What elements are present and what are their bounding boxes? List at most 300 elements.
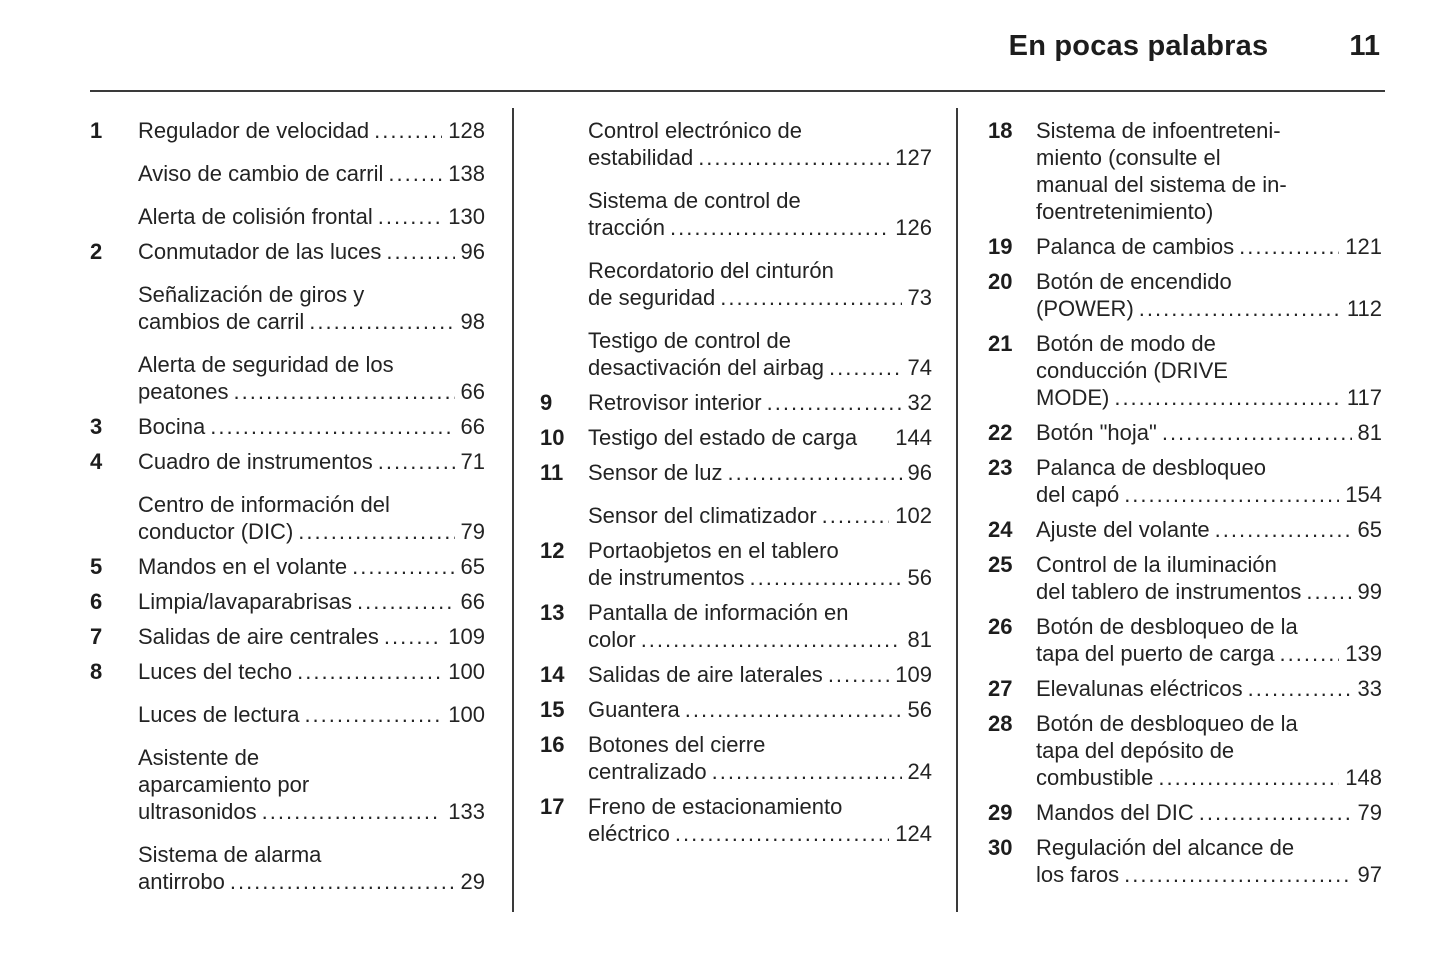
toc-entry (988, 419, 1382, 446)
item-number: 16 (540, 732, 565, 757)
toc-entry (540, 696, 932, 723)
toc-entry (540, 389, 932, 416)
toc-entry (90, 448, 485, 475)
entry-text: Control de la iluminación (1036, 552, 1277, 577)
entry-page-number: 74 (907, 355, 932, 380)
toc-entry (540, 327, 932, 381)
entry-text: Centro de información del (138, 492, 390, 517)
entry-page-number: 24 (907, 759, 932, 784)
toc-column-2 (540, 117, 932, 895)
toc-entry (90, 701, 485, 728)
entry-last-line (588, 424, 932, 451)
dot-leader (297, 658, 442, 685)
item-number: 26 (988, 614, 1013, 639)
entry-text: de seguridad (588, 285, 716, 310)
entry-page-number: 124 (895, 821, 932, 846)
item-number: 25 (988, 552, 1013, 577)
toc-entry (988, 117, 1382, 225)
entry-last-line (1036, 384, 1382, 411)
entry-page-number: 100 (448, 659, 485, 684)
entry-page-number: 98 (460, 309, 485, 334)
entry-text: conductor (DIC) (138, 519, 294, 544)
entry-body (138, 413, 485, 440)
entry-page-number: 96 (907, 460, 932, 485)
entry-body (588, 661, 932, 688)
entry-page-number: 33 (1357, 676, 1382, 701)
entry-page-number: 128 (448, 118, 485, 143)
dot-leader (822, 502, 890, 529)
entry-page-number: 79 (1357, 800, 1382, 825)
entry-text: Limpia/lavaparabrisas (138, 589, 352, 614)
entry-page-number: 109 (895, 662, 932, 687)
entry-text: Testigo de control de (588, 328, 792, 353)
entry-text: del tablero de instrumentos (1036, 579, 1302, 604)
dot-leader (712, 758, 902, 785)
entry-text: de instrumentos (588, 565, 745, 590)
entry-page-number: 65 (1357, 517, 1382, 542)
entry-last-line (588, 354, 932, 381)
entry-body (1036, 117, 1382, 225)
entry-body (588, 459, 932, 486)
toc-entry (988, 834, 1382, 888)
dot-leader (1199, 799, 1352, 826)
entry-last-line (138, 623, 485, 650)
item-number: 1 (90, 118, 103, 143)
entry-body (1036, 799, 1382, 826)
item-number: 18 (988, 118, 1013, 143)
dot-leader (386, 238, 454, 265)
entry-body (138, 238, 485, 265)
entry-body (588, 117, 932, 171)
toc-entry (90, 588, 485, 615)
toc-column-3 (988, 117, 1382, 895)
entry-text: Sensor del climatizador (588, 503, 817, 528)
entry-text: Regulador de velocidad (138, 118, 370, 143)
entry-text: desactivación del airbag (588, 355, 825, 380)
entry-text: Botón de desbloqueo de la (1036, 614, 1298, 639)
entry-page-number: 139 (1345, 641, 1382, 666)
entry-last-line (588, 459, 932, 486)
entry-page-number: 100 (448, 702, 485, 727)
toc-entry (90, 841, 485, 895)
dot-leader (750, 564, 902, 591)
entry-last-line (588, 284, 932, 311)
toc-entry (540, 537, 932, 591)
item-number: 19 (988, 234, 1013, 259)
entry-text: del capó (1036, 482, 1120, 507)
toc-content (0, 92, 1445, 895)
entry-page-number: 127 (895, 145, 932, 170)
dot-leader (374, 117, 442, 144)
entry-page-number: 144 (895, 425, 932, 450)
toc-entry (540, 459, 932, 486)
item-number (540, 502, 588, 529)
toc-entry (540, 424, 932, 451)
entry-page-number: 81 (1357, 420, 1382, 445)
entry-body (138, 351, 485, 405)
item-number (540, 257, 588, 311)
entry-last-line (1036, 640, 1382, 667)
item-number: 23 (988, 455, 1013, 480)
dot-leader (698, 144, 889, 171)
entry-text: Bocina (138, 414, 206, 439)
item-number: 29 (988, 800, 1013, 825)
entry-body (138, 203, 485, 230)
dot-leader (309, 308, 454, 335)
dot-leader (862, 424, 889, 451)
item-number: 11 (540, 460, 564, 485)
entry-text: eléctrico (588, 821, 670, 846)
item-number: 27 (988, 676, 1013, 701)
dot-leader (675, 820, 889, 847)
dot-leader (1239, 233, 1339, 260)
toc-entry (540, 187, 932, 241)
entry-last-line (588, 758, 932, 785)
entry-text: manual del sistema de in- (1036, 172, 1287, 197)
item-number: 5 (90, 554, 103, 579)
toc-entry (988, 233, 1382, 260)
entry-body (588, 187, 932, 241)
dot-leader (1139, 295, 1341, 322)
dot-leader (378, 448, 455, 475)
entry-body (1036, 516, 1382, 543)
entry-last-line (138, 117, 485, 144)
toc-entry (90, 238, 485, 265)
entry-last-line (588, 144, 932, 171)
dot-leader (230, 868, 455, 895)
toc-column-1 (90, 117, 485, 895)
entry-body (588, 731, 932, 785)
entry-body (588, 257, 932, 311)
dot-leader (641, 626, 902, 653)
entry-text: Botón de desbloqueo de la (1036, 711, 1298, 736)
entry-body (138, 701, 485, 728)
entry-text: ultrasonidos (138, 799, 257, 824)
toc-entry (988, 516, 1382, 543)
entry-last-line (138, 588, 485, 615)
entry-text: Palanca de cambios (1036, 234, 1235, 259)
entry-body (588, 502, 932, 529)
entry-text: cambios de carril (138, 309, 305, 334)
entry-last-line (138, 238, 485, 265)
entry-page-number: 81 (907, 627, 932, 652)
entry-page-number: 66 (460, 414, 485, 439)
entry-body (1036, 613, 1382, 667)
page-number: 11 (1349, 30, 1380, 62)
entry-page-number: 66 (460, 379, 485, 404)
entry-last-line (138, 160, 485, 187)
toc-entry (90, 203, 485, 230)
item-number: 9 (540, 390, 553, 415)
toc-entry (90, 413, 485, 440)
entry-text: centralizado (588, 759, 707, 784)
entry-text: Elevalunas eléctricos (1036, 676, 1243, 701)
entry-body (588, 793, 932, 847)
item-number (540, 327, 588, 381)
dot-leader (1162, 419, 1352, 446)
entry-last-line (588, 696, 932, 723)
entry-last-line (138, 413, 485, 440)
entry-last-line (588, 214, 932, 241)
item-number: 2 (90, 239, 103, 264)
entry-last-line (588, 626, 932, 653)
toc-entry (988, 710, 1382, 791)
item-number: 20 (988, 269, 1013, 294)
entry-text: Señalización de giros y (138, 282, 365, 307)
entry-last-line (588, 661, 932, 688)
entry-page-number: 56 (907, 697, 932, 722)
toc-entry (988, 551, 1382, 605)
entry-page-number: 133 (448, 799, 485, 824)
toc-entry (540, 257, 932, 311)
entry-last-line (1036, 295, 1382, 322)
entry-last-line (588, 820, 932, 847)
toc-entry (90, 351, 485, 405)
toc-entry (90, 160, 485, 187)
entry-text: Palanca de desbloqueo (1036, 455, 1266, 480)
entry-text: Aviso de cambio de carril (138, 161, 384, 186)
entry-page-number: 32 (907, 390, 932, 415)
entry-body (138, 117, 485, 144)
entry-page-number: 56 (907, 565, 932, 590)
dot-leader (1215, 516, 1352, 543)
entry-page-number: 66 (460, 589, 485, 614)
entry-body (1036, 551, 1382, 605)
entry-text: Botón "hoja" (1036, 420, 1157, 445)
entry-body (138, 281, 485, 335)
entry-body (1036, 330, 1382, 411)
entry-text: Sistema de infoentreteni- (1036, 118, 1281, 143)
entry-text: Mandos en el volante (138, 554, 348, 579)
dot-leader (352, 553, 454, 580)
entry-body (588, 327, 932, 381)
dot-leader (1306, 578, 1351, 605)
toc-entry (988, 268, 1382, 322)
entry-body (138, 553, 485, 580)
item-number: 17 (540, 794, 565, 819)
dot-leader (384, 623, 442, 650)
toc-entry (540, 731, 932, 785)
column-divider (956, 108, 958, 912)
entry-text: Control electrónico de (588, 118, 803, 143)
entry-last-line (1036, 516, 1382, 543)
entry-last-line (1036, 675, 1382, 702)
entry-page-number: 29 (460, 869, 485, 894)
entry-page-number: 154 (1345, 482, 1382, 507)
entry-body (138, 841, 485, 895)
toc-entry (90, 491, 485, 545)
entry-last-line (1036, 764, 1382, 791)
item-number: 28 (988, 711, 1013, 736)
entry-page-number: 148 (1345, 765, 1382, 790)
entry-page-number: 102 (895, 503, 932, 528)
entry-text: Sistema de alarma (138, 842, 322, 867)
entry-last-line (138, 701, 485, 728)
dot-leader (1248, 675, 1352, 702)
entry-body (588, 389, 932, 416)
item-number (90, 281, 138, 335)
entry-text: antirrobo (138, 869, 225, 894)
item-number: 6 (90, 589, 103, 614)
entry-text: Mandos del DIC (1036, 800, 1194, 825)
entry-last-line (138, 378, 485, 405)
item-number (540, 187, 588, 241)
toc-entry (90, 658, 485, 685)
item-number (90, 203, 138, 230)
entry-text: MODE) (1036, 385, 1110, 410)
dot-leader (357, 588, 455, 615)
entry-text: Luces del techo (138, 659, 293, 684)
dot-leader (1158, 764, 1339, 791)
dot-leader (1124, 481, 1339, 508)
entry-body (1036, 268, 1382, 322)
entry-text: miento (consulte el (1036, 145, 1221, 170)
entry-last-line (138, 308, 485, 335)
entry-page-number: 112 (1346, 296, 1382, 321)
entry-last-line (1036, 419, 1382, 446)
dot-leader (828, 661, 889, 688)
entry-text: Sistema de control de (588, 188, 801, 213)
entry-body (588, 537, 932, 591)
toc-entry (988, 330, 1382, 411)
entry-body (138, 588, 485, 615)
toc-entry (90, 744, 485, 825)
entry-page-number: 96 (460, 239, 485, 264)
dot-leader (670, 214, 889, 241)
dot-leader (378, 203, 442, 230)
entry-last-line (1036, 578, 1382, 605)
entry-text: Botones del cierre (588, 732, 766, 757)
toc-entry (988, 799, 1382, 826)
entry-last-line (588, 502, 932, 529)
item-number: 7 (90, 624, 103, 649)
entry-text: Alerta de seguridad de los (138, 352, 394, 377)
entry-text: Testigo del estado de carga (588, 425, 858, 450)
entry-body (1036, 454, 1382, 508)
item-number: 24 (988, 517, 1013, 542)
entry-last-line (138, 448, 485, 475)
entry-page-number: 121 (1345, 234, 1382, 259)
entry-page-number: 73 (907, 285, 932, 310)
entry-text: Botón de modo de (1036, 331, 1216, 356)
entry-body (1036, 675, 1382, 702)
item-number (90, 160, 138, 187)
page-header (0, 0, 1445, 62)
column-divider (512, 108, 514, 912)
page-title: En pocas palabras (1008, 30, 1269, 62)
entry-text: tracción (588, 215, 666, 240)
toc-entry (988, 454, 1382, 508)
entry-text: estabilidad (588, 145, 694, 170)
entry-text: Asistente de (138, 745, 260, 770)
dot-leader (1124, 861, 1351, 888)
entry-page-number: 71 (460, 449, 485, 474)
entry-last-line (1036, 861, 1382, 888)
item-number: 30 (988, 835, 1013, 860)
item-number: 8 (90, 659, 103, 684)
entry-text: tapa del puerto de carga (1036, 641, 1275, 666)
dot-leader (720, 284, 901, 311)
dot-leader (262, 798, 443, 825)
entry-page-number: 126 (895, 215, 932, 240)
entry-text: (POWER) (1036, 296, 1134, 321)
entry-last-line (138, 203, 485, 230)
entry-last-line (138, 868, 485, 895)
entry-text: foentretenimiento) (1036, 199, 1214, 224)
item-number: 22 (988, 420, 1013, 445)
entry-body (588, 424, 932, 451)
entry-body (1036, 419, 1382, 446)
entry-body (588, 599, 932, 653)
toc-entry (90, 281, 485, 335)
entry-body (138, 658, 485, 685)
entry-text: Botón de encendido (1036, 269, 1232, 294)
entry-text: Guantera (588, 697, 680, 722)
entry-page-number: 65 (460, 554, 485, 579)
entry-text: los faros (1036, 862, 1120, 887)
item-number: 10 (540, 425, 565, 450)
dot-leader (210, 413, 454, 440)
entry-text: aparcamiento por (138, 772, 310, 797)
entry-text: tapa del depósito de (1036, 738, 1235, 763)
toc-entry (988, 613, 1382, 667)
toc-entry (90, 553, 485, 580)
entry-page-number: 109 (448, 624, 485, 649)
item-number: 21 (988, 331, 1013, 356)
dot-leader (234, 378, 455, 405)
entry-page-number: 97 (1357, 862, 1382, 887)
item-number: 12 (540, 538, 565, 563)
entry-last-line (1036, 481, 1382, 508)
entry-last-line (1036, 233, 1382, 260)
toc-entry (540, 661, 932, 688)
entry-page-number: 117 (1346, 385, 1382, 410)
dot-leader (298, 518, 454, 545)
item-number (90, 744, 138, 825)
entry-text: color (588, 627, 636, 652)
toc-entry (540, 793, 932, 847)
entry-last-line (1036, 799, 1382, 826)
entry-text: peatones (138, 379, 229, 404)
entry-text: Recordatorio del cinturón (588, 258, 834, 283)
entry-last-line (588, 564, 932, 591)
entry-body (588, 696, 932, 723)
entry-body (138, 160, 485, 187)
entry-body (138, 744, 485, 825)
toc-entry (90, 117, 485, 144)
entry-last-line (588, 389, 932, 416)
item-number (90, 351, 138, 405)
entry-text: Sensor de luz (588, 460, 723, 485)
item-number: 15 (540, 697, 565, 722)
item-number (90, 491, 138, 545)
entry-last-line (138, 798, 485, 825)
entry-text: Conmutador de las luces (138, 239, 382, 264)
entry-last-line (138, 553, 485, 580)
item-number: 13 (540, 600, 565, 625)
dot-leader (1280, 640, 1340, 667)
item-number (90, 841, 138, 895)
entry-text: Cuadro de instrumentos (138, 449, 373, 474)
dot-leader (1114, 384, 1341, 411)
entry-body (1036, 233, 1382, 260)
entry-text: Portaobjetos en el tablero (588, 538, 839, 563)
entry-text: combustible (1036, 765, 1154, 790)
item-number (90, 701, 138, 728)
entry-text: Pantalla de información en (588, 600, 849, 625)
toc-entry (90, 623, 485, 650)
entry-last-line (138, 658, 485, 685)
